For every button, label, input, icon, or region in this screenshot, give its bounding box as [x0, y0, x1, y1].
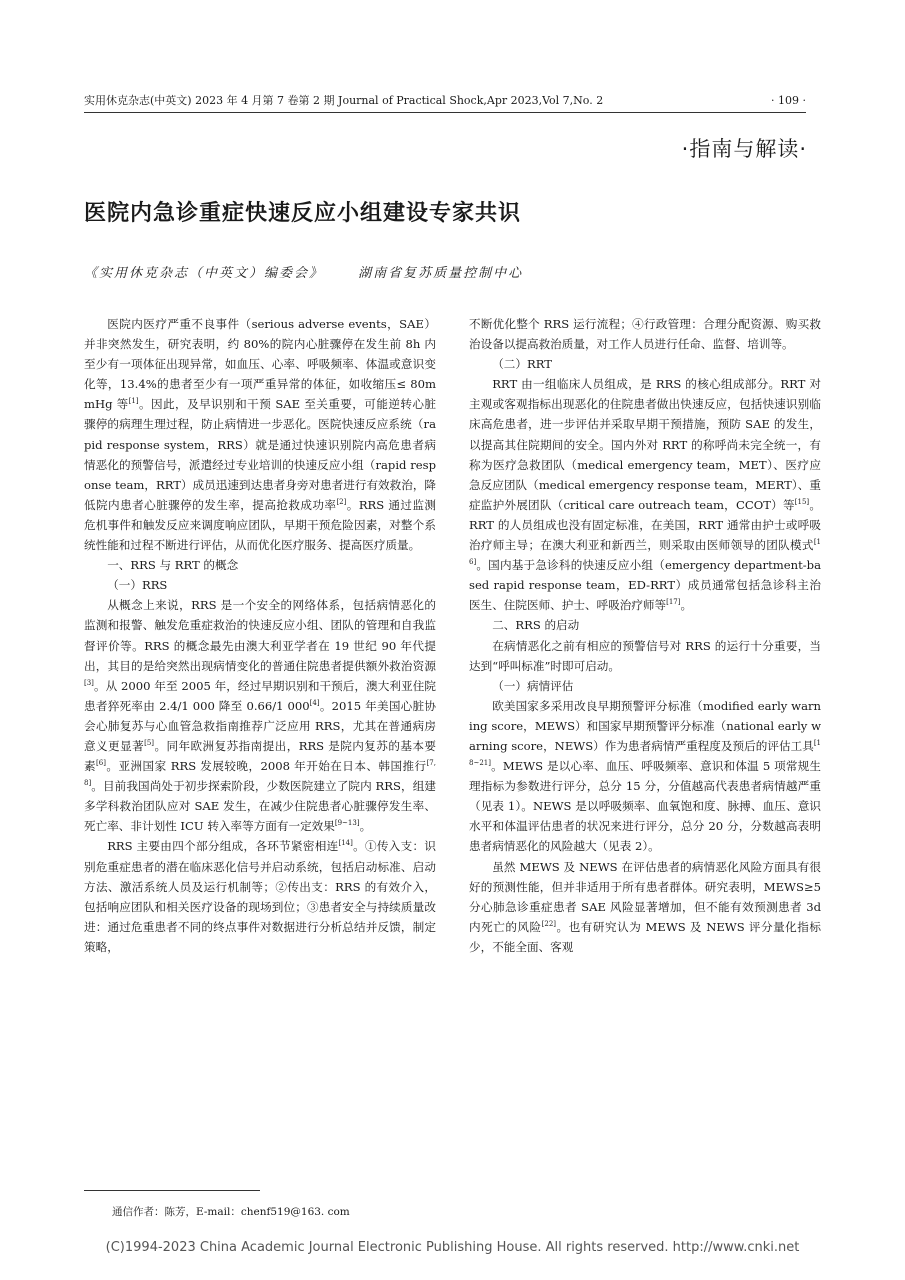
text-run: 。①传入支：识别危重症患者的潜在临床恶化信号并启动系统，包括启动标准、启动方法、激活系统人员及运行机制等；②传出支：RRS 的有效介入，包括响应团队和相关医疗设备的现场到位；③患者安全与持续质量改进：通过危重患者不同的终点事件对数据进行分析总结并反馈，制定策略， — [84, 839, 436, 954]
paragraph — [84, 595, 436, 836]
author-2: 湖南省复苏质量控制中心 — [358, 266, 524, 281]
citation-ref: [18~21] — [469, 739, 821, 768]
text-run: 一、RRS 与 RRT 的概念 — [107, 558, 239, 573]
text-run: 。亚洲国家 RRS 发展较晚，2008 年开始在日本、韩国推行 — [105, 759, 427, 774]
copyright-line: (C)1994-2023 China Academic Journal Electronic Publishing House. All rights reserved. http://www.cnki.net — [105, 1240, 800, 1255]
text-run: 。RRT 的人员组成也没有固定标准，在美国，RRT 通常由护士或呼吸治疗师主导；在澳大利亚和新西兰，则采取由医师领导的团队模式 — [469, 497, 821, 553]
citation-ref: [5] — [144, 739, 155, 748]
citation-ref: [1] — [128, 397, 139, 406]
left-column — [84, 314, 436, 957]
citation-ref: [7,8] — [84, 759, 436, 788]
citation-ref: [14] — [338, 839, 353, 848]
text-run: 。MEWS 是以心率、血压、呼吸频率、意识和体温 5 项常规生理指标为参数进行评分，总分 15 分，分值越高代表患者病情越严重（见表 1）。NEWS 是以呼吸频率、血氧饱和度、脉搏、血压、意识水平和体温评估患者的状况来进行评分，总分 20 分，分数越高表明患者病情恶化的风险越大（见表 2）。 — [469, 759, 821, 854]
citation-ref: [17] — [666, 598, 681, 607]
text-run: 虽然 MEWS 及 NEWS 在评估患者的病情恶化风险方面具有很好的预测性能，但并非适用于所有患者群体。研究表明，MEWS≥5 分心肺急诊重症患者 SAE 风险显著增加，但不能有效预测患者 3d 内死亡的风险 — [469, 859, 821, 934]
paragraph — [469, 857, 821, 957]
citation-ref: [2] — [336, 497, 347, 506]
section-heading — [84, 555, 436, 575]
journal-line: 实用休克杂志(中英文) 2023 年 4 月第 7 卷第 2 期 Journal of Practical Shock,Apr 2023,Vol 7,No. 2 — [84, 94, 604, 107]
section-heading — [469, 615, 821, 635]
text-run: 从概念上来说，RRS 是一个安全的网络体系，包括病情恶化的监测和报警、触发危重症救治的快速反应小组、团队的管理和自我监督评价等。RRS 的概念最先由澳大利亚学者在 19 世纪 90 年代提出，其目的是给突然出现病情变化的普通住院患者提供额外救治资源 — [84, 598, 436, 673]
right-column — [469, 314, 821, 957]
text-run: 。 — [359, 819, 372, 834]
text-run: 。从 2000 年至 2005 年，经过早期识别和干预后，澳大利亚住院患者猝死率由 2.4/1 000 降至 0.66/1 000 — [84, 678, 436, 713]
text-run: 。同年欧洲复苏指南提出，RRS 是院内复苏的基本要素 — [84, 738, 436, 774]
citation-ref: [3] — [84, 678, 94, 687]
section-heading — [84, 575, 436, 595]
text-run: 医院内医疗严重不良事件（serious adverse events，SAE）并非突然发生，研究表明，约 80%的院内心脏骤停在发生前 8h 内至少有一项体征出现异常，如血压、心率、呼吸频率、体温或意识变化等，13.4%的患者至少有一项严重异常的体征，如收缩压≤ 80mmHg 等 — [84, 317, 436, 412]
text-run: 。RRS 通过监测危机事件和触发反应来调度响应团队，早期干预危险因素，对整个系统性能和过程不断进行评估，从而优化医疗服务、提高医疗质量。 — [84, 497, 436, 553]
text-run: RRT 由一组临床人员组成，是 RRS 的核心组成部分。RRT 对主观或客观指标出现恶化的住院患者做出快速反应，包括快速识别临床高危患者，进一步评估并采取早期干预措施，预防 SAE 的发生，以提高其住院期间的安全。国内外对 RRT 的称呼尚未完全统一，有称为医疗急救团队（medical emergency team，MET）、医疗应急反应团队（medical emergency response team，MERT）、重症监护外展团队（critical care outreach team，CCOT）等 — [469, 377, 821, 512]
text-run: 。也有研究认为 MEWS 及 NEWS 评分量化指标少，不能全面、客观 — [469, 919, 821, 954]
text-run: 二、RRS 的启动 — [492, 618, 580, 633]
text-run: 在病情恶化之前有相应的预警信号对 RRS 的运行十分重要，当达到“呼叫标准”时即可启动。 — [469, 638, 821, 673]
text-run: 。因此，及早识别和干预 SAE 至关重要，可能逆转心脏骤停的病理生理过程，防止病情进一步恶化。医院快速反应系统（rapid response system，RRS）就是通过快速识别院内高危患者病情恶化的预警信号，派遣经过专业培训的快速反应小组（rapid response team，RRT）成员迅速到达患者身旁对患者进行有效救治，降低院内患者心脏骤停的发生率，提高抢救成功率 — [84, 397, 437, 512]
text-run: 。2015 年美国心脏协会心肺复苏与心血管急救指南推荐广泛应用 RRS，尤其在普通病房意义更显著 — [84, 698, 436, 753]
text-run: 。 — [680, 598, 693, 613]
paragraph — [84, 836, 436, 957]
citation-ref: [9~13] — [334, 819, 360, 828]
section-heading — [469, 676, 821, 696]
text-run: （一）RRS — [107, 578, 168, 593]
footnote: 通信作者：陈芳，E-mail：chenf519@163. com — [112, 1206, 350, 1218]
paragraph — [469, 374, 821, 615]
text-run: （二）RRT — [492, 357, 552, 372]
text-run: 不断优化整个 RRS 运行流程；④行政管理：合理分配资源、购买救治设备以提高救治质量，对工作人员进行任命、监督、培训等。 — [469, 317, 821, 352]
text-run: 欧美国家多采用改良早期预警评分标准（modified early warning score，MEWS）和国家早期预警评分标准（national early warning score，NEWS）作为患者病情严重程度及预后的评估工具 — [469, 698, 821, 753]
text-run: 。国内基于急诊科的快速反应小组（emergency department-based rapid response team，ED-RRT）成员通常包括急诊科主治医生、住院医师、护士、呼吸治疗师等 — [469, 558, 821, 613]
text-run: （一）病情评估 — [492, 678, 574, 693]
footnote-rule — [84, 1190, 260, 1191]
text-run: 。目前我国尚处于初步探索阶段，少数医院建立了院内 RRS，组建多学科救治团队应对 SAE 发生，在减少住院患者心脏骤停发生率、死亡率、非计划性 ICU 转入率等方面有一定效果 — [84, 779, 436, 834]
text-run: RRS 主要由四个部分组成，各环节紧密相连 — [107, 839, 339, 854]
author-1: 《实用休克杂志（中英文）编委会》 — [84, 266, 325, 281]
section-heading — [469, 354, 821, 374]
citation-ref: [16] — [469, 538, 821, 567]
citation-ref: [22] — [541, 919, 557, 928]
paragraph — [84, 314, 436, 555]
citation-ref: [15] — [794, 497, 810, 506]
section-tag: ·指南与解读· — [681, 137, 807, 161]
article-title: 医院内急诊重症快速反应小组建设专家共识 — [84, 201, 522, 226]
citation-ref: [4] — [309, 698, 320, 707]
citation-ref: [6] — [96, 759, 106, 768]
header-rule — [84, 112, 806, 113]
paragraph — [469, 696, 821, 857]
page-number: · 109 · — [771, 94, 806, 107]
paragraph — [469, 636, 821, 676]
authors — [84, 262, 806, 281]
paragraph — [469, 314, 821, 354]
